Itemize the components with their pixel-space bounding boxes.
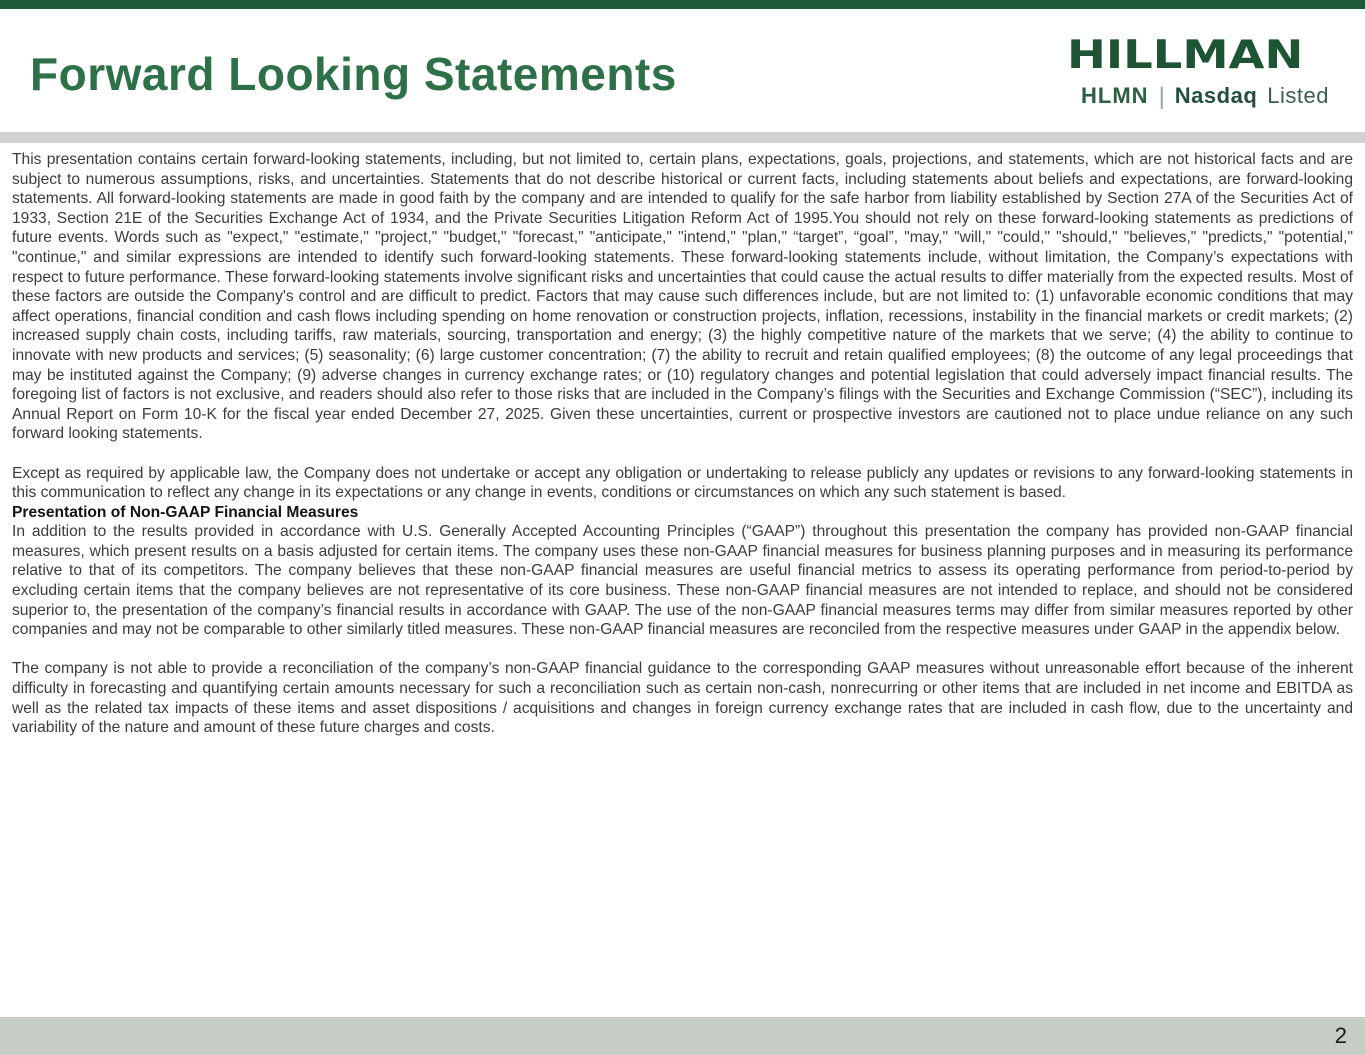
top-accent-bar (0, 0, 1365, 9)
page-title: Forward Looking Statements (30, 47, 677, 100)
non-gaap-heading: Presentation of Non-GAAP Financial Measures (12, 503, 359, 521)
header-divider-bar (0, 132, 1365, 143)
forward-looking-paragraph: This presentation contains certain forward-looking statements, including, but not limited to, certain plans, expectations, goals, projections, and statements, which are not historical facts and are subject to numerous assumptions, risks, and uncertainties. Statements that do not describe historical or current facts, including statements about beliefs and expectations, are forward-looking statements. All forward-looking statements are made in good faith by the company and are intended to qualify for the safe harbor from liability established by Section 27A of the Securities Act of 1933, Section 21E of the Securities Exchange Act of 1934, and the Private Securities Litigation Reform Act of 1995.You should not rely on these forward-looking statements as predictions of future events. Words such as "expect," "estimate," "project," "budget," "forecast," "anticipate," "intend," "plan," “target”, “goal”, "may," "will," "could," "should," "believes," "predicts," "potential," "continue," and similar expressions are intended to identify such forward-looking statements. These forward-looking statements include, without limitation, the Company’s expectations with respect to future performance. These forward-looking statements involve significant risks and uncertainties that could cause the actual results to differ materially from the expected results. Most of these factors are outside the Company's control and are difficult to predict. Factors that may cause such differences include, but are not limited to: (1) unfavorable economic conditions that may affect operations, financial condition and cash flows including spending on home renovation or construction projects, inflation, recessions, instability in the financial markets or credit markets; (2) increased supply chain costs, including tariffs, raw materials, sourcing, transportation and energy; (3) the highly competitive nature of the markets that we serve; (4) the ability to continue to innovate with new products and services; (5) seasonality; (6) large customer concentration; (7) the ability to recruit and retain qualified employees; (8) the outcome of any legal proceedings that may be instituted against the Company; (9) adverse changes in currency exchange rates; or (10) regulatory changes and potential legislation that could adversely impact financial results. The foregoing list of factors is not exclusive, and readers should also refer to those risks that are included in the Company’s filings with the Securities and Exchange Commission (“SEC”), including its Annual Report on Form 10-K for the fiscal year ended December 27, 2025. Given these uncertainties, current or prospective investors are cautioned not to place undue reliance on any such forward looking statements. (12, 151, 1353, 443)
listed-label: Listed (1267, 82, 1329, 108)
nasdaq-listed-lockup (1067, 84, 1329, 108)
hillman-logo (1067, 31, 1337, 110)
exchange-name: Nasdaq (1174, 82, 1258, 108)
separator-bar: | (1158, 82, 1165, 110)
slide-header (0, 9, 1365, 132)
reconciliation-paragraph: The company is not able to provide a reconciliation of the company’s non-GAAP financial guidance to the corresponding GAAP measures without unreasonable effort because of the inherent difficulty in forecasting and quantifying certain amounts necessary for such a reconciliation such as certain non-cash, nonrecurring or other items that are included in net income and EBITDA as well as the related tax impacts of these items and asset dispositions / acquisitions and changes in foreign currency exchange rates that are included in cash flow, due to the uncertainty and variability of the nature and amount of these future charges and costs. (12, 660, 1353, 737)
hillman-logo-wordmark: HILLMAN (1067, 31, 1304, 78)
page-number: 2 (1334, 1023, 1347, 1048)
no-obligation-paragraph: Except as required by applicable law, the Company does not undertake or accept any obligation or undertaking to release publicly any updates or revisions to any forward-looking statements in this communication to reflect any change in its expectations or any change in events, conditions or circumstances on which any such statement is based. (12, 464, 1353, 502)
footer-bar (0, 1017, 1365, 1055)
ticker-symbol: HLMN (1081, 82, 1149, 108)
non-gaap-paragraph: In addition to the results provided in accordance with U.S. Generally Accepted Accounting Principles (“GAAP”) throughout this presentation the company has provided non-GAAP financial measures, which present results on a basis adjusted for certain items. The company uses these non-GAAP financial measures for business planning purposes and in measuring its performance relative to that of its competitors. The company believes that these non-GAAP financial measures are useful financial metrics to assess its operating performance from period-to-period by excluding certain items that the company believes are not representative of its core business. These non-GAAP financial measures are not intended to replace, and should not be considered superior to, the presentation of the company’s financial results in accordance with GAAP. The use of the non-GAAP financial measures terms may differ from similar measures reported by other companies and may not be comparable to other similarly titled measures. These non-GAAP financial measures are reconciled from the respective measures under GAAP in the appendix below. (12, 523, 1353, 639)
disclaimer-body (0, 150, 1365, 738)
